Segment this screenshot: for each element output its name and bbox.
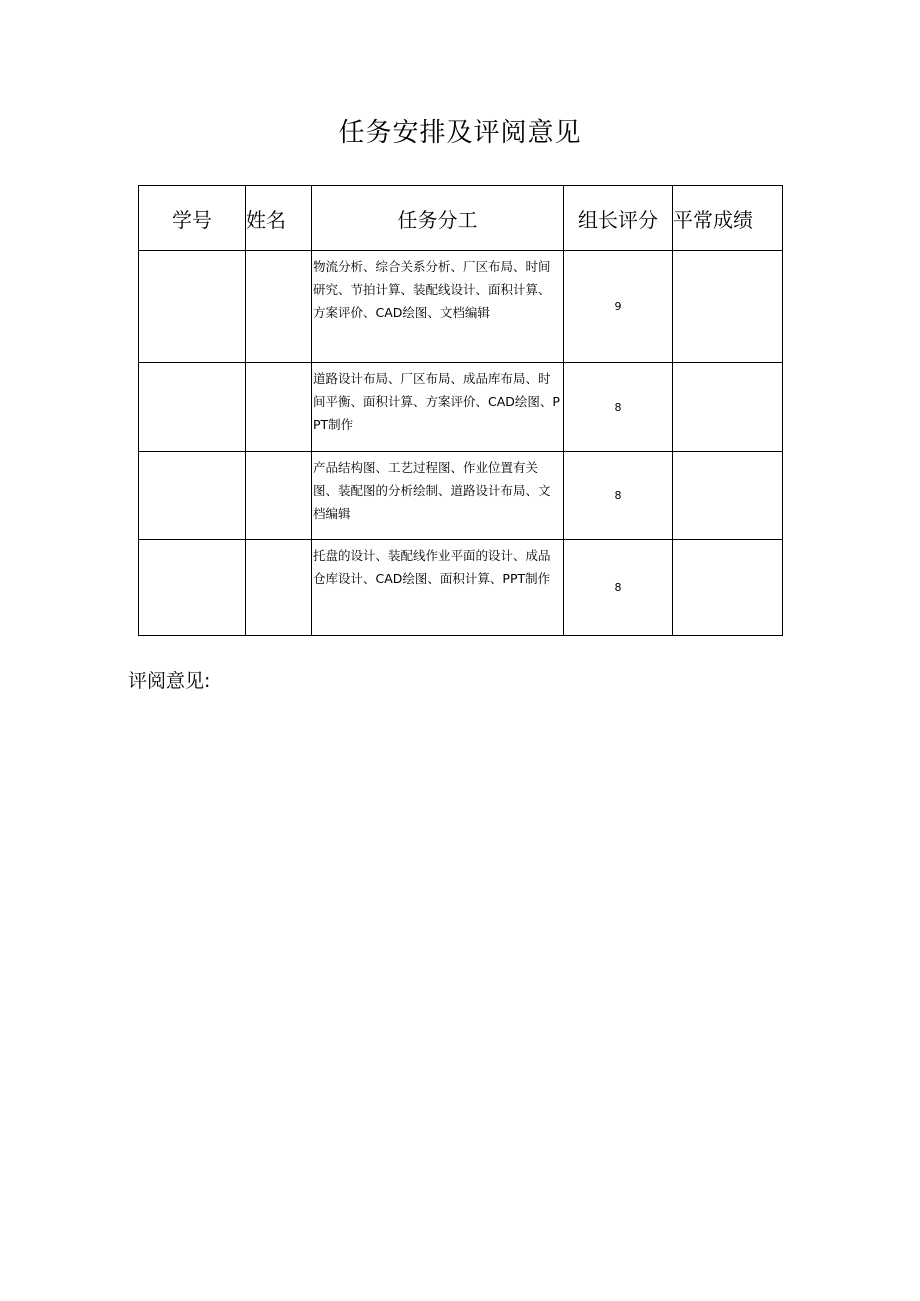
table-row: [139, 540, 783, 636]
header-usual-grade: 平常成绩: [673, 186, 783, 251]
leader-score-cell: 8: [564, 452, 673, 540]
page-title: 任务安排及评阅意见: [338, 118, 582, 148]
usual-grade-cell: [673, 540, 783, 636]
task-assignment-table: [138, 185, 783, 636]
task-cell: 物流分析、综合关系分析、厂区布局、时间研究、节拍计算、装配线设计、面积计算、方案评价、CAD绘图、文档编辑: [312, 251, 564, 363]
table-row: [139, 363, 783, 452]
header-name: 姓名: [246, 186, 312, 251]
leader-score-cell: 9: [564, 251, 673, 363]
name-cell: [246, 452, 312, 540]
task-cell: 托盘的设计、装配线作业平面的设计、成品仓库设计、CAD绘图、面积计算、PPT制作: [312, 540, 564, 636]
name-cell: [246, 540, 312, 636]
student-id-cell: [139, 251, 246, 363]
student-id-cell: [139, 452, 246, 540]
table-row: [139, 452, 783, 540]
header-student-id: 学号: [139, 186, 246, 251]
usual-grade-cell: [673, 452, 783, 540]
table-row: [139, 251, 783, 363]
table-header-row: [139, 186, 783, 251]
header-task: 任务分工: [312, 186, 564, 251]
usual-grade-cell: [673, 251, 783, 363]
student-id-cell: [139, 363, 246, 452]
usual-grade-cell: [673, 363, 783, 452]
leader-score-cell: 8: [564, 540, 673, 636]
leader-score-cell: 8: [564, 363, 673, 452]
review-comments-label: 评阅意见:: [128, 670, 211, 692]
header-leader-score: 组长评分: [564, 186, 673, 251]
task-cell: 道路设计布局、厂区布局、成品库布局、时间平衡、面积计算、方案评价、CAD绘图、PPT制作: [312, 363, 564, 452]
student-id-cell: [139, 540, 246, 636]
name-cell: [246, 363, 312, 452]
task-cell: 产品结构图、工艺过程图、作业位置有关图、装配图的分析绘制、道路设计布局、文档编辑: [312, 452, 564, 540]
name-cell: [246, 251, 312, 363]
